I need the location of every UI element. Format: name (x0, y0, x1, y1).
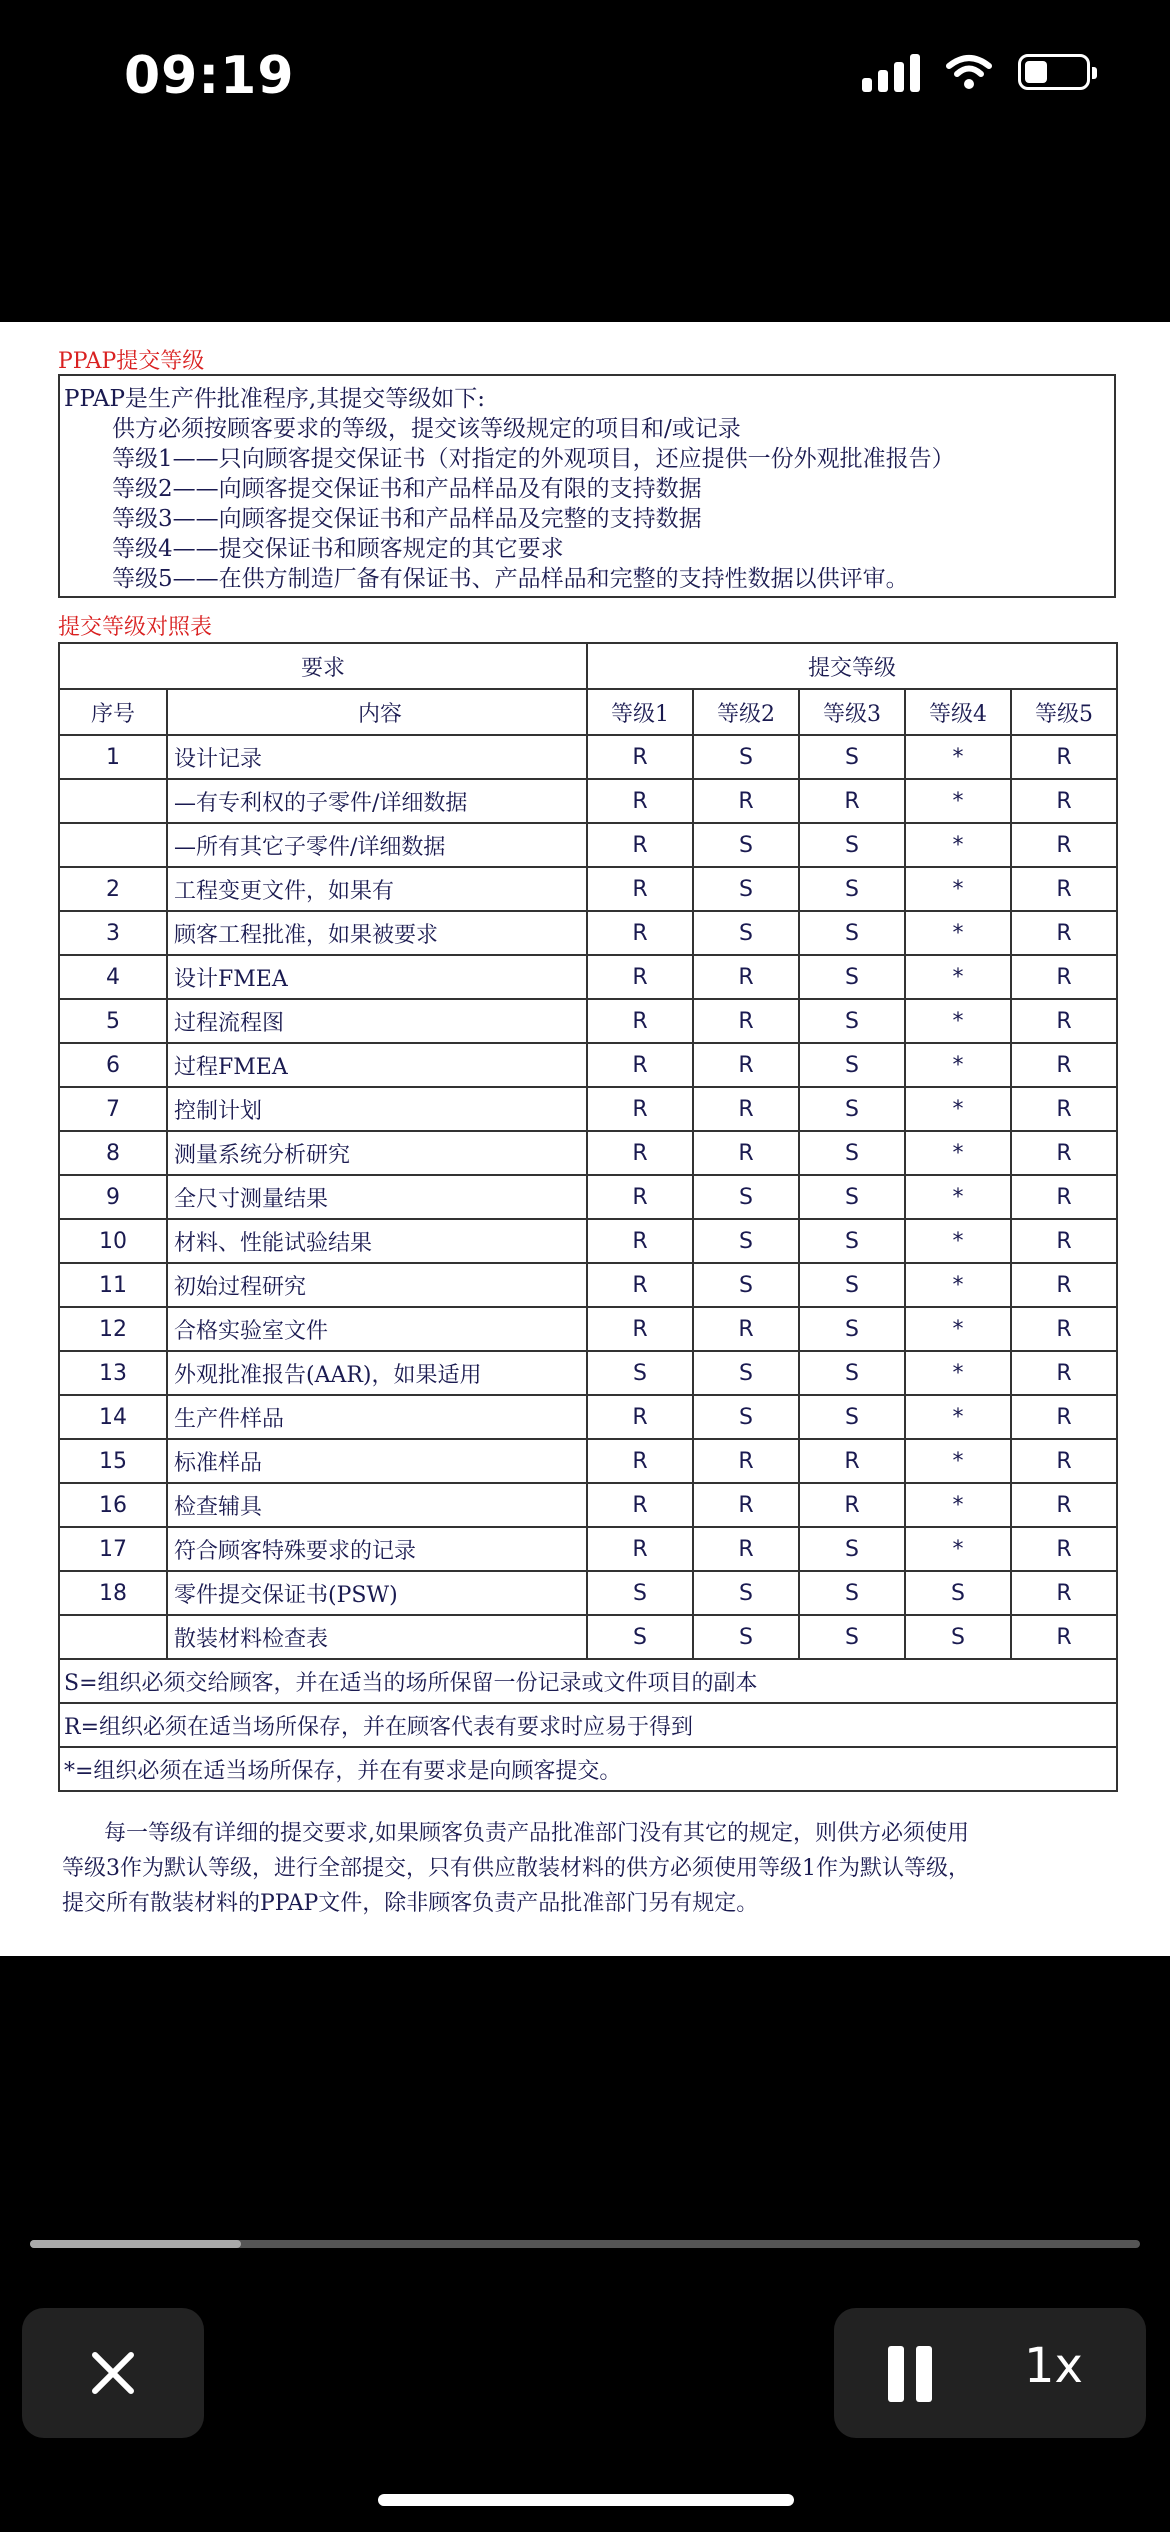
row-number: 16 (59, 1483, 167, 1527)
row-number: 2 (59, 867, 167, 911)
level-value: R (693, 1439, 799, 1483)
row-content: 标准样品 (167, 1439, 587, 1483)
level-value: R (1011, 1351, 1117, 1395)
level-value: S (799, 1219, 905, 1263)
level-value: S (693, 1351, 799, 1395)
level-value: * (905, 1439, 1011, 1483)
note-row (59, 1747, 1117, 1791)
level-value: * (905, 735, 1011, 779)
row-number: 8 (59, 1131, 167, 1175)
level-value: * (905, 1307, 1011, 1351)
level-value: S (587, 1615, 693, 1659)
level-value: * (905, 823, 1011, 867)
level-value: R (693, 1131, 799, 1175)
level-value: S (587, 1351, 693, 1395)
row-number (59, 779, 167, 823)
footnote-line: 提交所有散装材料的PPAP文件，除非顾客负责产品批准部门另有规定。 (62, 1891, 759, 1916)
level-value: R (693, 955, 799, 999)
note-s: S=组织必须交给顾客，并在适当的场所保留一份记录或文件项目的副本 (59, 1659, 1117, 1703)
level-value: * (905, 779, 1011, 823)
note-star: *=组织必须在适当场所保存，并在有要求是向顾客提交。 (59, 1747, 1117, 1791)
table-heading: 提交等级对照表 (58, 615, 213, 640)
level-value: * (905, 1175, 1011, 1219)
row-content: 控制计划 (167, 1087, 587, 1131)
status-time: 09:19 (124, 46, 295, 106)
level-value: R (1011, 1483, 1117, 1527)
row-content: 初始过程研究 (167, 1263, 587, 1307)
level-value: S (905, 1615, 1011, 1659)
row-number: 9 (59, 1175, 167, 1219)
level-value: R (587, 1483, 693, 1527)
home-indicator[interactable] (378, 2494, 794, 2506)
table-row (59, 955, 1117, 999)
level-value: R (587, 1175, 693, 1219)
level-value: * (905, 1527, 1011, 1571)
level-value: R (587, 911, 693, 955)
pause-button[interactable] (888, 2346, 948, 2402)
pause-icon (888, 2346, 904, 2402)
level-value: R (1011, 1527, 1117, 1571)
level-value: * (905, 911, 1011, 955)
row-content: 设计FMEA (167, 955, 587, 999)
header-requirement: 要求 (59, 643, 587, 689)
row-content: 全尺寸测量结果 (167, 1175, 587, 1219)
row-number (59, 823, 167, 867)
row-number: 4 (59, 955, 167, 999)
level-value: * (905, 1087, 1011, 1131)
status-icons (862, 52, 1090, 92)
intro-line: 等级4——提交保证书和顾客规定的其它要求 (112, 536, 564, 562)
level-value: R (587, 999, 693, 1043)
level-value: R (587, 1395, 693, 1439)
level-value: R (587, 779, 693, 823)
level-value: R (1011, 779, 1117, 823)
level-value: R (587, 1219, 693, 1263)
level-value: S (799, 823, 905, 867)
row-number: 10 (59, 1219, 167, 1263)
level-value: S (799, 1395, 905, 1439)
table-row (59, 1615, 1117, 1659)
level-value: S (799, 999, 905, 1043)
row-content: 散装材料检查表 (167, 1615, 587, 1659)
level-value: S (693, 1219, 799, 1263)
level-value: R (1011, 735, 1117, 779)
row-content: —所有其它子零件/详细数据 (167, 823, 587, 867)
table-row (59, 1219, 1117, 1263)
header-level: 等级5 (1011, 689, 1117, 735)
level-value: R (1011, 1219, 1117, 1263)
row-content: 材料、性能试验结果 (167, 1219, 587, 1263)
intro-line: PPAP是生产件批准程序,其提交等级如下: (64, 386, 485, 412)
table-row (59, 779, 1117, 823)
level-value: R (799, 1483, 905, 1527)
header-level: 等级1 (587, 689, 693, 735)
level-value: * (905, 999, 1011, 1043)
row-number: 5 (59, 999, 167, 1043)
row-number: 6 (59, 1043, 167, 1087)
row-content: —有专利权的子零件/详细数据 (167, 779, 587, 823)
playback-controls (834, 2308, 1146, 2438)
row-number: 15 (59, 1439, 167, 1483)
intro-line: 等级5——在供方制造厂备有保证书、产品样品和完整的支持性数据以供评审。 (112, 566, 909, 592)
row-content: 符合顾客特殊要求的记录 (167, 1527, 587, 1571)
table-row (59, 1527, 1117, 1571)
level-value: R (587, 1131, 693, 1175)
row-number (59, 1615, 167, 1659)
row-number: 18 (59, 1571, 167, 1615)
table-row (59, 1351, 1117, 1395)
footnote-line: 每一等级有详细的提交要求,如果顾客负责产品批准部门没有其它的规定，则供方必须使用 (104, 1821, 969, 1846)
row-content: 顾客工程批准，如果被要求 (167, 911, 587, 955)
row-content: 工程变更文件，如果有 (167, 867, 587, 911)
table-row (59, 867, 1117, 911)
level-value: R (693, 1483, 799, 1527)
table-row (59, 735, 1117, 779)
level-value: R (1011, 867, 1117, 911)
level-value: S (799, 1307, 905, 1351)
footnote-line: 等级3作为默认等级，进行全部提交，只有供应散装材料的供方必须使用等级1作为默认等级， (62, 1856, 970, 1881)
level-value: R (693, 1527, 799, 1571)
row-content: 测量系统分析研究 (167, 1131, 587, 1175)
level-value: R (587, 867, 693, 911)
intro-line: 等级1——只向顾客提交保证书（对指定的外观项目，还应提供一份外观批准报告） (112, 446, 955, 472)
level-value: S (693, 1571, 799, 1615)
header-no: 序号 (59, 689, 167, 735)
document-heading: PPAP提交等级 (58, 349, 205, 374)
level-value: R (587, 1439, 693, 1483)
table-row (59, 823, 1117, 867)
note-r: R=组织必须在适当场所保存，并在顾客代表有要求时应易于得到 (59, 1703, 1117, 1747)
level-value: S (799, 1043, 905, 1087)
pause-icon (916, 2346, 932, 2402)
row-number: 14 (59, 1395, 167, 1439)
playback-speed-button[interactable]: 1x (1024, 2338, 1083, 2394)
level-value: S (799, 735, 905, 779)
level-value: S (799, 1263, 905, 1307)
battery-icon (1018, 54, 1090, 90)
level-value: R (1011, 1439, 1117, 1483)
level-value: R (1011, 911, 1117, 955)
level-value: R (587, 1087, 693, 1131)
level-value: R (587, 1043, 693, 1087)
header-content: 内容 (167, 689, 587, 735)
header-level: 等级3 (799, 689, 905, 735)
document-image (0, 322, 1170, 1956)
level-value: S (693, 1395, 799, 1439)
level-value: R (1011, 823, 1117, 867)
level-value: S (799, 955, 905, 999)
level-value: R (1011, 1307, 1117, 1351)
level-value: R (1011, 999, 1117, 1043)
level-value: * (905, 1263, 1011, 1307)
level-value: R (1011, 1395, 1117, 1439)
level-value: R (693, 999, 799, 1043)
level-value: R (799, 1439, 905, 1483)
header-submission-levels: 提交等级 (587, 643, 1117, 689)
intro-box (58, 374, 1116, 598)
level-value: S (693, 735, 799, 779)
table-header-row (59, 643, 1117, 689)
level-value: * (905, 1043, 1011, 1087)
level-value: R (693, 1087, 799, 1131)
table-row (59, 1131, 1117, 1175)
level-value: * (905, 1219, 1011, 1263)
level-value: R (1011, 955, 1117, 999)
row-content: 设计记录 (167, 735, 587, 779)
close-button[interactable] (22, 2308, 204, 2438)
level-value: S (799, 1571, 905, 1615)
row-number: 13 (59, 1351, 167, 1395)
level-value: R (1011, 1263, 1117, 1307)
row-number: 7 (59, 1087, 167, 1131)
row-number: 11 (59, 1263, 167, 1307)
level-value: R (1011, 1615, 1117, 1659)
level-value: S (799, 1615, 905, 1659)
level-value: S (693, 867, 799, 911)
level-value: R (587, 1307, 693, 1351)
level-value: R (587, 1263, 693, 1307)
level-value: * (905, 1395, 1011, 1439)
table-row (59, 1483, 1117, 1527)
note-row (59, 1703, 1117, 1747)
row-content: 合格实验室文件 (167, 1307, 587, 1351)
level-value: R (693, 1043, 799, 1087)
row-content: 检查辅具 (167, 1483, 587, 1527)
level-value: * (905, 955, 1011, 999)
cellular-signal-icon (862, 52, 920, 92)
table-row (59, 1571, 1117, 1615)
level-value: S (799, 1527, 905, 1571)
level-value: S (693, 1175, 799, 1219)
level-value: S (799, 1175, 905, 1219)
table-row (59, 999, 1117, 1043)
level-value: S (905, 1571, 1011, 1615)
table-row (59, 1263, 1117, 1307)
table-row (59, 1395, 1117, 1439)
row-number: 12 (59, 1307, 167, 1351)
level-value: R (587, 1527, 693, 1571)
table-row (59, 1175, 1117, 1219)
level-value: S (799, 1351, 905, 1395)
row-content: 过程流程图 (167, 999, 587, 1043)
level-value: R (799, 779, 905, 823)
table-subheader-row (59, 689, 1117, 735)
level-value: S (587, 1571, 693, 1615)
table-row (59, 1307, 1117, 1351)
row-content: 外观批准报告(AAR)，如果适用 (167, 1351, 587, 1395)
table-row (59, 1043, 1117, 1087)
level-value: * (905, 867, 1011, 911)
row-number: 17 (59, 1527, 167, 1571)
close-icon (91, 2351, 135, 2395)
intro-line: 等级2——向顾客提交保证书和产品样品及有限的支持数据 (112, 476, 702, 502)
wifi-icon (946, 54, 992, 90)
level-value: R (1011, 1087, 1117, 1131)
level-value: S (799, 867, 905, 911)
level-value: S (799, 1087, 905, 1131)
submission-level-table (58, 642, 1118, 1792)
progress-fill (30, 2240, 241, 2248)
table-row (59, 911, 1117, 955)
level-value: R (693, 1307, 799, 1351)
table-row (59, 1087, 1117, 1131)
level-value: R (1011, 1131, 1117, 1175)
level-value: R (1011, 1043, 1117, 1087)
level-value: R (587, 955, 693, 999)
level-value: R (587, 823, 693, 867)
level-value: S (693, 911, 799, 955)
level-value: R (1011, 1571, 1117, 1615)
level-value: S (693, 1615, 799, 1659)
level-value: R (1011, 1175, 1117, 1219)
table-row (59, 1439, 1117, 1483)
row-content: 生产件样品 (167, 1395, 587, 1439)
row-content: 过程FMEA (167, 1043, 587, 1087)
level-value: S (693, 1263, 799, 1307)
row-content: 零件提交保证书(PSW) (167, 1571, 587, 1615)
level-value: S (799, 911, 905, 955)
header-level: 等级4 (905, 689, 1011, 735)
intro-line: 供方必须按顾客要求的等级，提交该等级规定的项目和/或记录 (112, 416, 741, 442)
level-value: S (799, 1131, 905, 1175)
row-number: 3 (59, 911, 167, 955)
level-value: S (693, 823, 799, 867)
level-value: * (905, 1351, 1011, 1395)
note-row (59, 1659, 1117, 1703)
level-value: R (587, 735, 693, 779)
row-number: 1 (59, 735, 167, 779)
level-value: * (905, 1483, 1011, 1527)
level-value: R (693, 779, 799, 823)
intro-line: 等级3——向顾客提交保证书和产品样品及完整的支持数据 (112, 506, 702, 532)
header-level: 等级2 (693, 689, 799, 735)
progress-bar[interactable] (30, 2240, 1140, 2248)
level-value: * (905, 1131, 1011, 1175)
